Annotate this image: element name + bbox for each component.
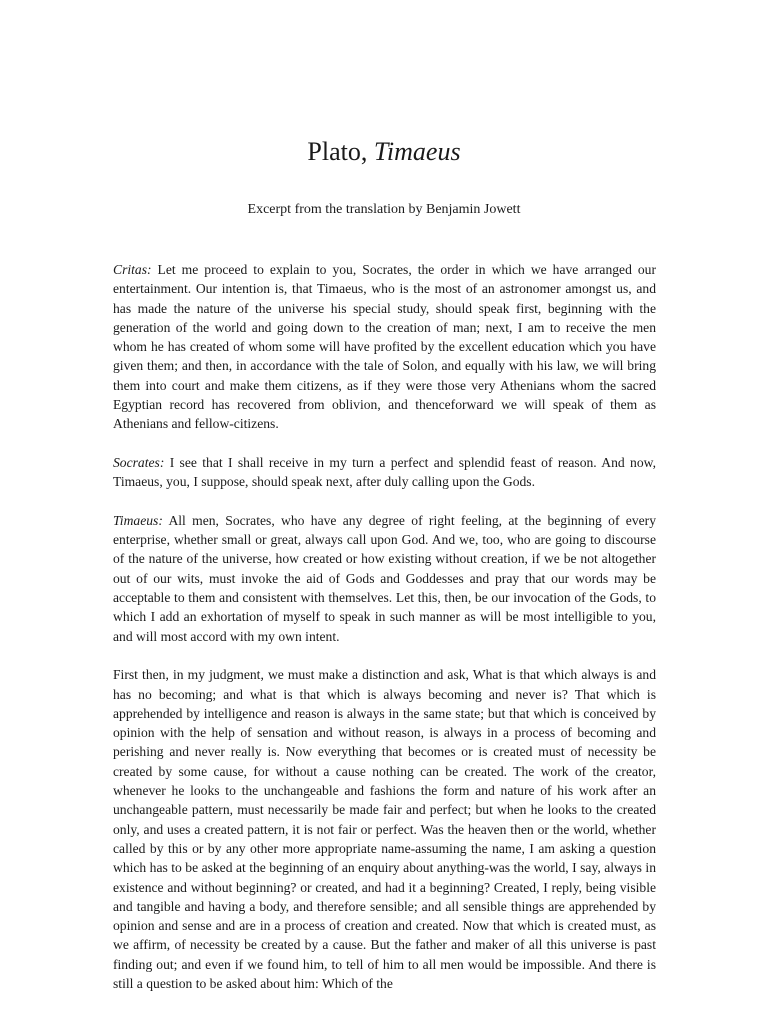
title-work: Timaeus — [373, 137, 461, 166]
paragraph-timaeus — [113, 511, 656, 646]
title-author: Plato, — [307, 137, 368, 166]
paragraph-critas — [113, 260, 656, 434]
paragraph-continuation — [113, 665, 656, 993]
paragraph-text: All men, Socrates, who have any degree of right feeling, at the beginning of every enterprise, whether small or great, always call upon God. And we, too, who are going to discourse of the nature of the universe, how created or how existing without creation, if we be not altogether out of our wits, must invoke the aid of Gods and Goddesses and pray that our words may be acceptable to them and consistent with themselves. Let this, then, be our invocation of the Gods, to which I add an exhortation of myself to speak in such manner as will be most intelligible to you, and will most accord with my own intent. — [113, 512, 656, 644]
speaker-label: Timaeus: — [113, 512, 163, 528]
document-body — [113, 260, 656, 1013]
speaker-label: Critas: — [113, 262, 152, 277]
paragraph-text: First then, in my judgment, we must make a distinction and ask, What is that which always is and has no becoming; and what is that which is always becoming and never is? That which is apprehended by intelligence and reason is always in the same state; but that which is conceived by opinion with the help of sensation and without reason, is always in a process of becoming and perishing and never really is. Now everything that becomes or is created must of necessity be created by some cause, for without a cause nothing can be created. The work of the creator, whenever he looks to the unchangeable and fashions the form and nature of his work after an unchangeable pattern, must necessarily be made fair and perfect; but when he looks to the created only, and uses a created pattern, it is not fair or perfect. Was the heaven then or the world, whether called by this or by any other more appropriate name-assuming the name, I am asking a question which has to be asked at the beginning of an enquiry about anything-was the world, I say, always in existence and without beginning? or created, and had it a beginning? Created, I reply, being visible and tangible and having a body, and therefore sensible; and all sensible things are apprehended by opinion and sense and are in a process of creation and created. Now that which is created must, as we affirm, of necessity be created by a cause. But the father and maker of all this universe is past finding out; and even if we found him, to tell of him to all men would be impossible. And there is still a question to be asked about him: Which of the — [113, 667, 656, 991]
paragraph-text: Let me proceed to explain to you, Socrates, the order in which we have arranged our entertainment. Our intention is, that Timaeus, who is the most of an astronomer amongst us, and has made the nature of the universe his special study, should speak first, beginning with the generation of the world and going down to the creation of man; next, I am to receive the men whom he has created of whom some will have profited by the excellent education which you have given them; and then, in accordance with the tale of Solon, and equally with his law, we will bring them into court and make them citizens, as if they were those very Athenians whom the sacred Egyptian record has recovered from oblivion, and thenceforward we will speak of them as Athenians and fellow-citizens. — [113, 262, 657, 432]
paragraph-socrates — [113, 453, 656, 492]
page-title — [0, 136, 768, 168]
paragraph-text: I see that I shall receive in my turn a perfect and splendid feast of reason. And now, Timaeus, you, I suppose, should speak next, after duly calling upon the Gods. — [113, 454, 656, 490]
speaker-label: Socrates: — [113, 454, 165, 470]
page-subtitle: Excerpt from the translation by Benjamin Jowett — [247, 202, 521, 217]
